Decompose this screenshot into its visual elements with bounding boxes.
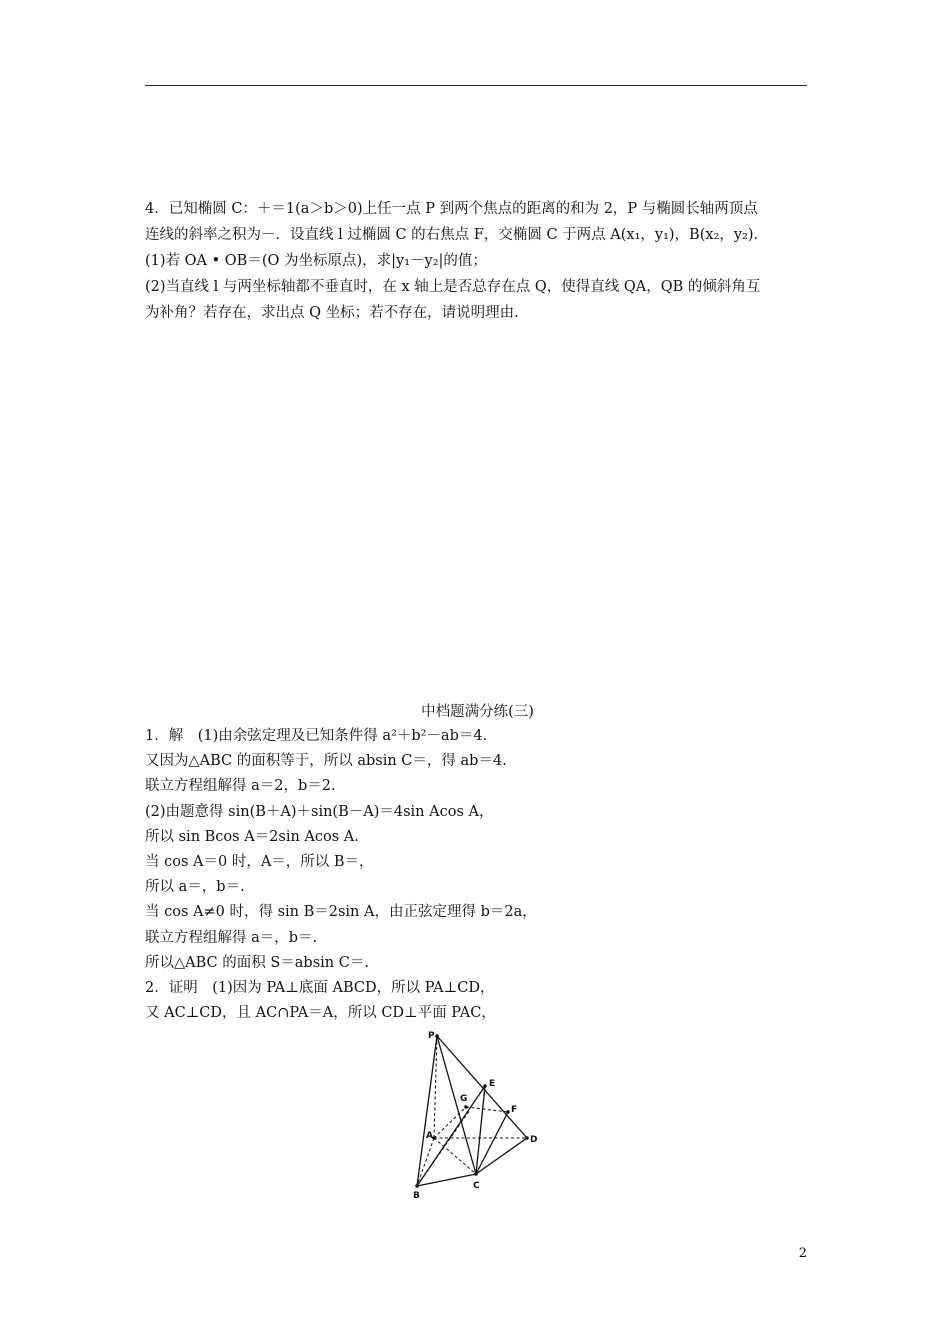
label-f: F xyxy=(511,1105,518,1115)
edge-pc xyxy=(437,1036,476,1174)
answer-line: 1．解 (1)由余弦定理及已知条件得 a²＋b²－ab＝4. xyxy=(145,728,488,744)
answer-line: 所以 sin Bcos A＝2sin Acos A. xyxy=(145,828,359,845)
edge-bg xyxy=(417,1110,470,1186)
answers-body xyxy=(145,724,810,1026)
answer-line: 又因为△ABC 的面积等于，所以 absin C＝，得 ab＝4. xyxy=(145,753,507,770)
problem-4-line-2: 连线的斜率之积为－．设直线 l 过椭圆 C 的右焦点 F，交椭圆 C 于两点 A(x₁，y₁)，B(x₂，y₂)． xyxy=(145,227,769,243)
edge-cd xyxy=(476,1138,527,1174)
answer-line: 2．证明 (1)因为 PA⊥底面 ABCD，所以 PA⊥CD， xyxy=(145,980,495,997)
answer-line: 又 AC⊥CD，且 AC∩PA＝A，所以 CD⊥平面 PAC， xyxy=(145,1005,496,1022)
edge-ac xyxy=(434,1138,476,1174)
edge-pb xyxy=(417,1036,437,1186)
edge-bc xyxy=(417,1174,476,1186)
problem-4-line-5: 为补角？若存在，求出点 Q 坐标；若不存在，请说明理由. xyxy=(145,305,519,321)
answer-line: 所以 a＝，b＝. xyxy=(145,879,245,896)
answer-line: (2)由题意得 sin(B＋A)＋sin(B－A)＝4sin Acos A， xyxy=(145,803,494,820)
problem-4-line-3: (1)若 OA • OB＝(O 为坐标原点)，求|y₁－y₂|的值； xyxy=(145,253,487,269)
label-e: E xyxy=(489,1079,496,1089)
label-p: P xyxy=(428,1031,435,1041)
label-a: A xyxy=(426,1131,433,1141)
answer-line: 联立方程组解得 a＝2，b＝2. xyxy=(145,778,336,795)
label-b: B xyxy=(413,1191,420,1201)
label-d: D xyxy=(530,1135,538,1145)
answer-line: 联立方程组解得 a＝，b＝. xyxy=(145,929,318,946)
pyramid-figure xyxy=(400,1028,550,1208)
answer-line: 当 cos A＝0 时，A＝，所以 B＝， xyxy=(145,854,374,871)
problem-4-line-4: (2)当直线 l 与两坐标轴都不垂直时，在 x 轴上是否总存在点 Q，使得直线 QA，QB 的倾斜角互 xyxy=(145,279,761,295)
label-g: G xyxy=(460,1094,468,1104)
edge-ce xyxy=(476,1086,485,1174)
header-rule xyxy=(145,85,807,86)
problem-4-line-1: 4．已知椭圆 C：＋＝1(a＞b＞0)上任一点 P 到两个焦点的距离的和为 2，P 与椭圆长轴两顶点 xyxy=(145,201,758,217)
answer-line: 当 cos A≠0 时，得 sin B＝2sin A，由正弦定理得 b＝2a， xyxy=(145,904,537,921)
answers-heading: 中档题满分练(三) xyxy=(421,704,534,720)
answer-line: 所以△ABC 的面积 S＝absin C＝. xyxy=(145,954,369,971)
label-c: C xyxy=(473,1181,480,1191)
page-number: 2 xyxy=(798,1246,807,1261)
problem-4 xyxy=(145,196,810,326)
